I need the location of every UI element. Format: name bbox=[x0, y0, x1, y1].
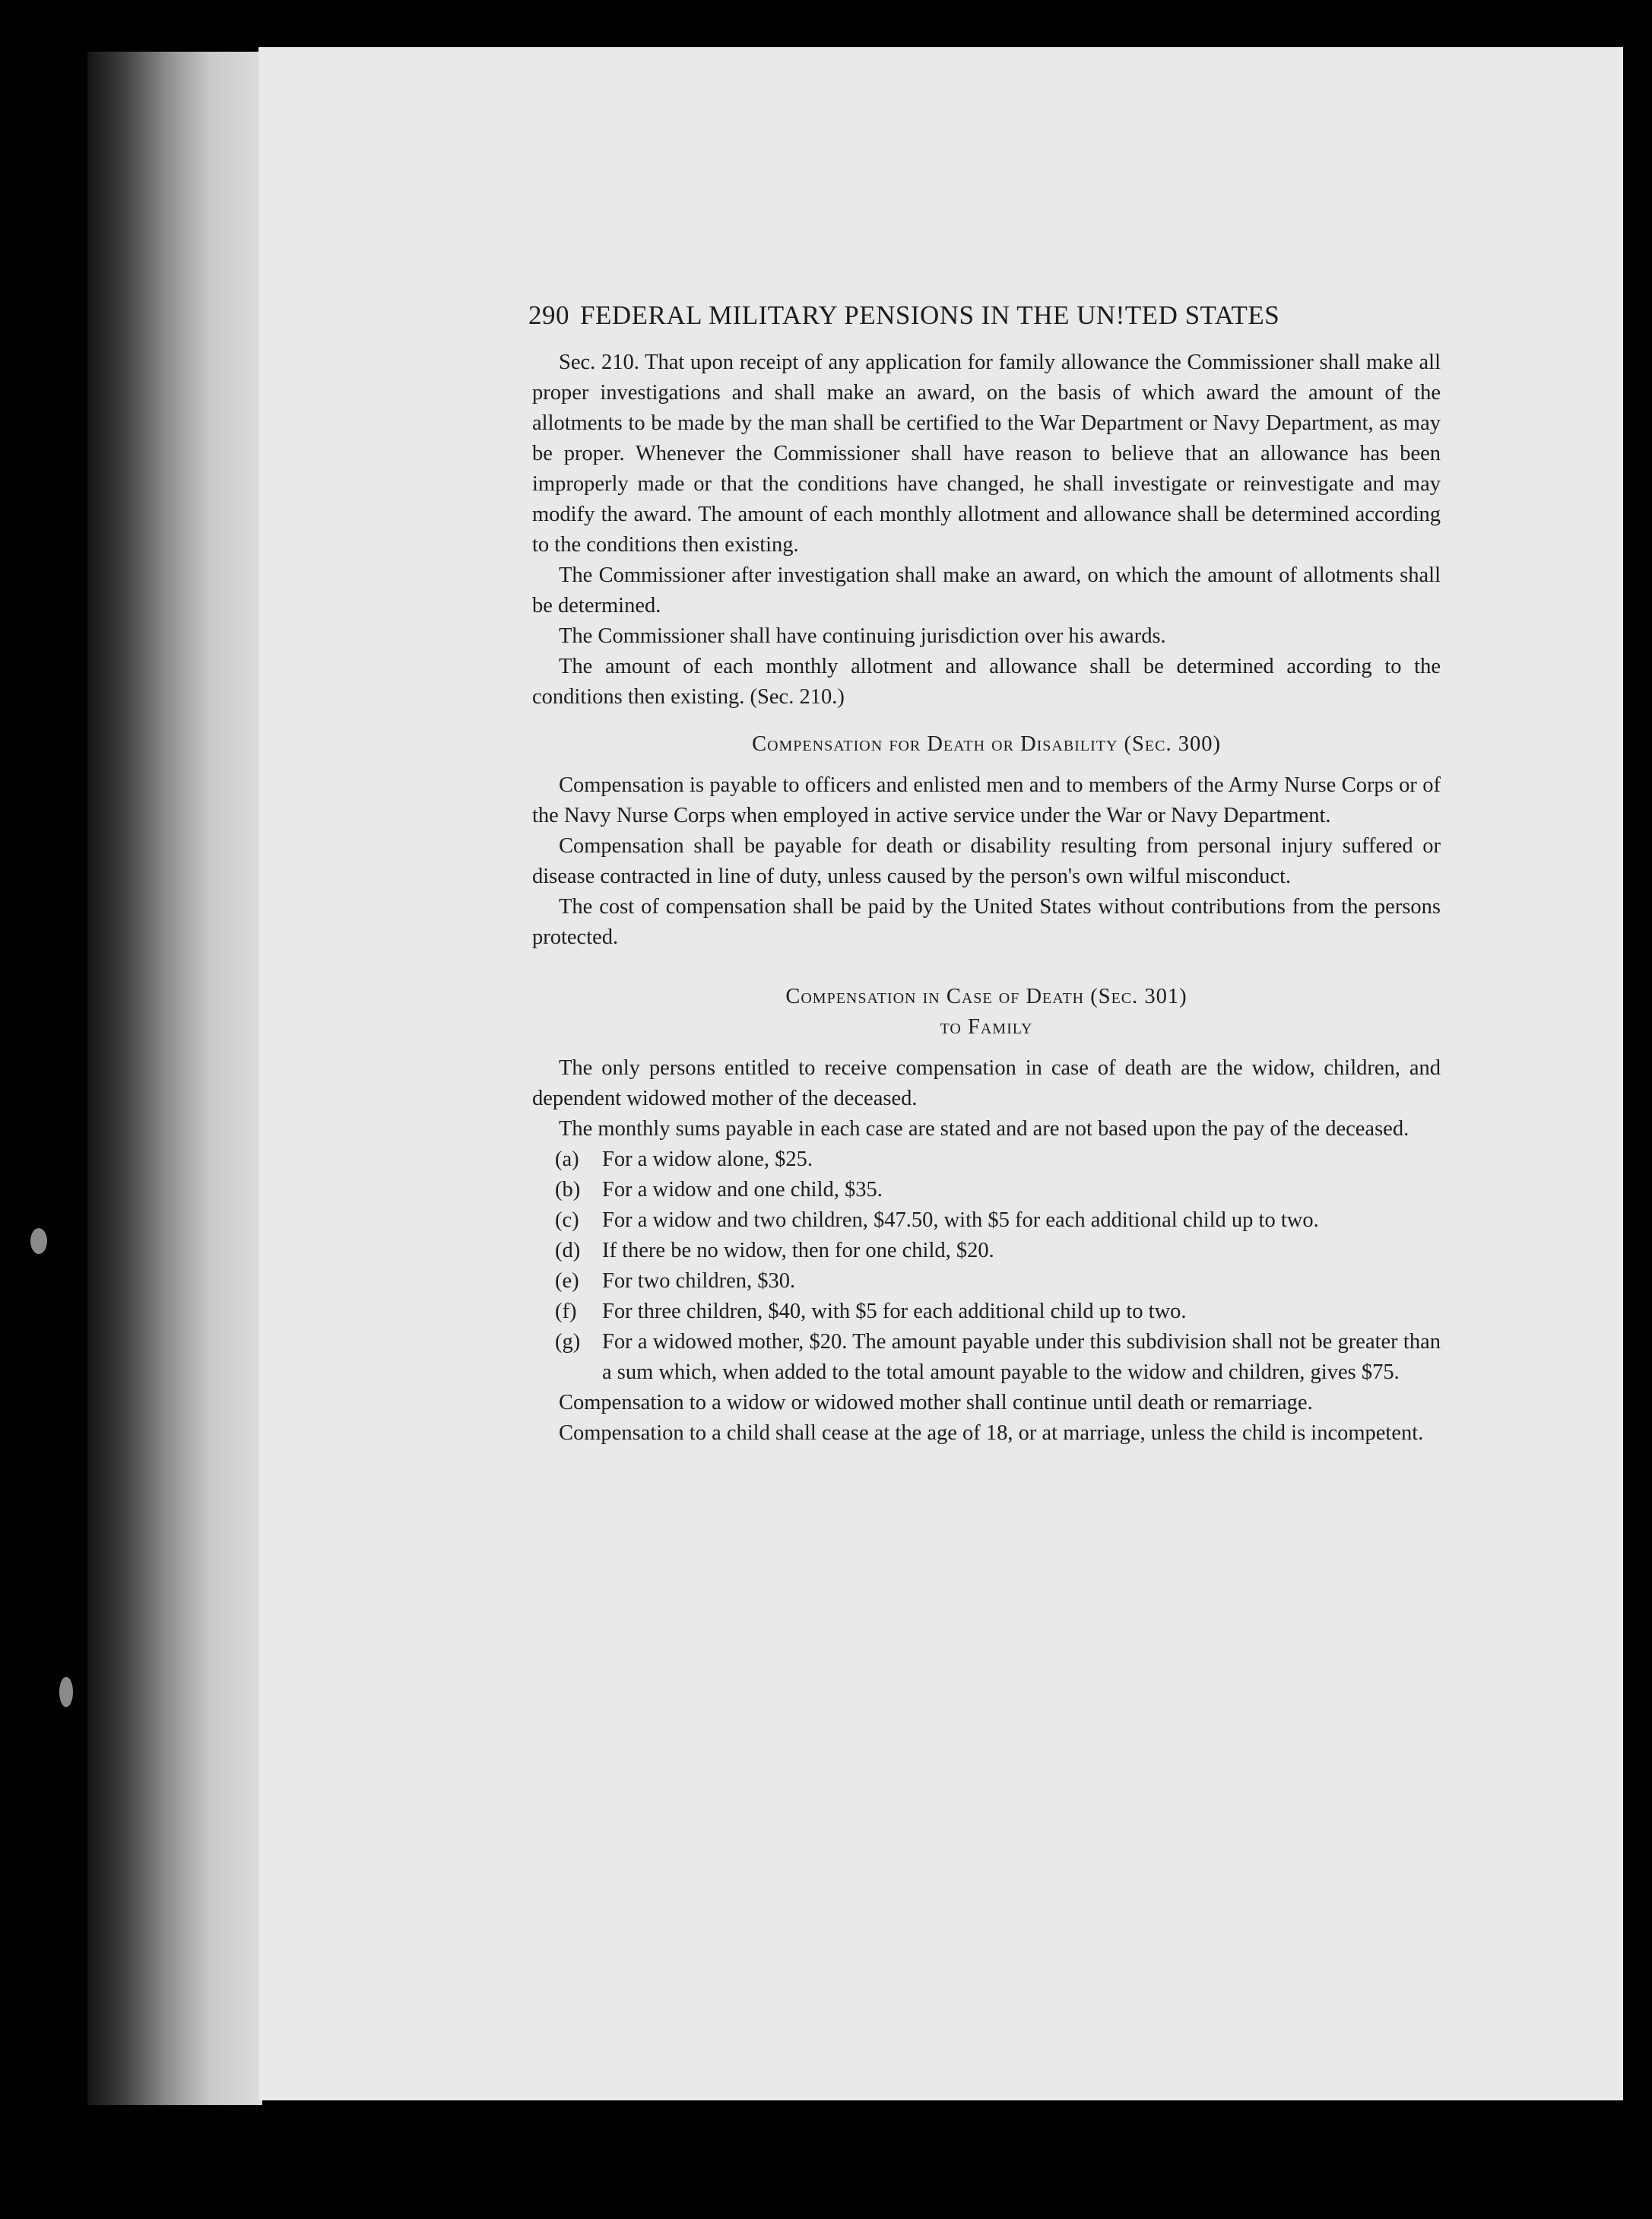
sec300-heading: Compensation for Death or Disability (Sec. 300) bbox=[752, 732, 1221, 756]
page-text bbox=[528, 300, 1441, 1449]
schedule-item bbox=[532, 1266, 1441, 1297]
item-text: For two children, $30. bbox=[602, 1269, 796, 1293]
sec300-paragraph: Compensation is payable to officers and enlisted men and to members of the Army Nurse Corps or of the Navy Nurse Corps when employed in active service under the War or Navy Department. bbox=[532, 773, 1441, 827]
item-text: For a widow and one child, $35. bbox=[602, 1178, 883, 1202]
item-text: For a widow and two children, $47.50, with $5 for each additional child up to two. bbox=[602, 1208, 1319, 1232]
item-text: If there be no widow, then for one child, $20. bbox=[602, 1239, 994, 1262]
sec301-heading bbox=[532, 982, 1441, 1043]
sec301-paragraph: Compensation to a widow or widowed mother shall continue until death or remarriage. bbox=[559, 1391, 1313, 1414]
book-title: FEDERAL MILITARY PENSIONS IN THE UN!TED STATES bbox=[580, 300, 1280, 330]
item-text: For a widowed mother, $20. The amount payable under this subdivision shall not be greater than a sum which, when added to the total amount payable to the widow and children, gives $75. bbox=[602, 1330, 1441, 1384]
schedule-item bbox=[532, 1144, 1441, 1175]
item-marker: (f) bbox=[555, 1300, 577, 1323]
schedule-item bbox=[532, 1236, 1441, 1266]
sec301-paragraph: The only persons entitled to receive compensation in case of death are the widow, children, and dependent widowed mother of the deceased. bbox=[532, 1056, 1441, 1110]
sec210-paragraph: The Commissioner after investigation shall make an award, on which the amount of allotments shall be determined. bbox=[532, 563, 1441, 617]
scan-speck bbox=[30, 1228, 47, 1254]
compensation-schedule bbox=[532, 1144, 1441, 1388]
item-marker: (c) bbox=[555, 1208, 579, 1232]
sec301-heading-line: Compensation in Case of Death (Sec. 301) bbox=[785, 985, 1187, 1008]
sec210-paragraph: The Commissioner shall have continuing jurisdiction over his awards. bbox=[559, 624, 1166, 648]
item-marker: (e) bbox=[555, 1269, 579, 1293]
item-marker: (d) bbox=[555, 1239, 581, 1262]
sec300-paragraph: The cost of compensation shall be paid by the United States without contributions from the persons protected. bbox=[532, 895, 1441, 949]
item-marker: (g) bbox=[555, 1330, 581, 1354]
scan-speck bbox=[59, 1677, 73, 1707]
schedule-item bbox=[532, 1327, 1441, 1388]
sec300-paragraph: Compensation shall be payable for death or disability resulting from personal injury suffered or disease contracted in line of duty, unless caused by the person's own wilful misconduct. bbox=[532, 834, 1441, 888]
item-marker: (a) bbox=[555, 1148, 579, 1171]
book-page-edge bbox=[87, 52, 262, 2105]
running-head bbox=[528, 300, 1441, 331]
sec301-paragraph: Compensation to a child shall cease at the age of 18, or at marriage, unless the child is incompetent. bbox=[559, 1421, 1424, 1445]
page-number: 290 bbox=[528, 300, 569, 330]
item-text: For a widow alone, $25. bbox=[602, 1148, 813, 1171]
item-text: For three children, $40, with $5 for each additional child up to two. bbox=[602, 1300, 1187, 1323]
sec301-heading-line: to Family bbox=[940, 1015, 1033, 1039]
schedule-item bbox=[532, 1297, 1441, 1327]
schedule-item bbox=[532, 1205, 1441, 1236]
sec301-paragraph: The monthly sums payable in each case are stated and are not based upon the pay of the deceased. bbox=[559, 1117, 1409, 1141]
sec210-paragraph: The amount of each monthly allotment and allowance shall be determined according to the conditions then existing. (Sec. 210.) bbox=[532, 655, 1441, 709]
item-marker: (b) bbox=[555, 1178, 581, 1202]
schedule-item bbox=[532, 1175, 1441, 1205]
sec210-paragraph: Sec. 210. That upon receipt of any application for family allowance the Commissioner shall make all proper investigations and shall make an award, on the basis of which award the amount of the allotments to be made by the man shall be certified to the War Department or Navy Department, as may be proper. Whenever the Commissioner shall have reason to believe that an allowance has been improperly made or that the conditions have changed, he shall investigate or reinvestigate and may modify the award. The amount of each monthly allotment and allowance shall be determined according to the conditions then existing. bbox=[532, 351, 1441, 557]
